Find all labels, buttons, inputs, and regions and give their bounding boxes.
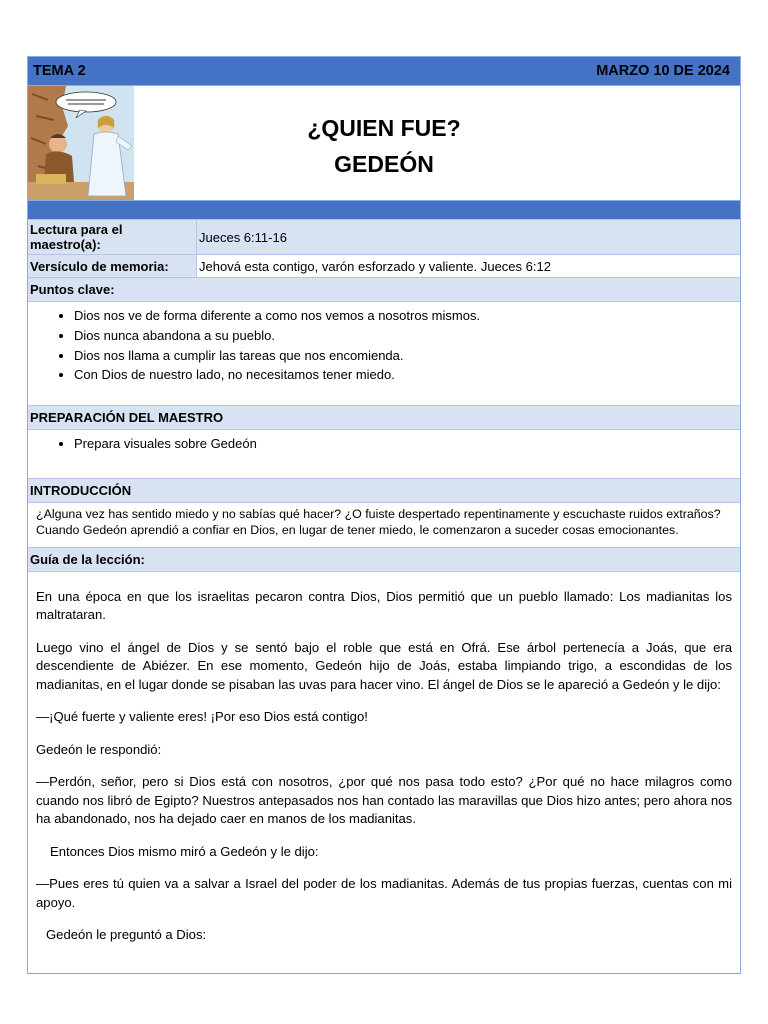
key-points-list — [28, 302, 740, 391]
lesson-body — [28, 572, 740, 945]
key-points-heading: Puntos clave: — [28, 277, 740, 302]
divider-strip — [28, 201, 740, 219]
preparation-heading: PREPARACIÓN DEL MAESTRO — [28, 405, 740, 430]
list-item: • Dios nunca abandona a su pueblo. — [74, 326, 740, 346]
list-item: • Con Dios de nuestro lado, no necesitamos tener miedo. — [74, 365, 740, 385]
introduction-heading: INTRODUCCIÓN — [28, 478, 740, 503]
memory-verse-row — [28, 254, 740, 277]
memory-verse-value: Jehová esta contigo, varón esforzado y valiente. Jueces 6:12 — [199, 258, 551, 274]
lesson-paragraph: En una época en que los israelitas pecaron contra Dios, Dios permitió que un pueblo llamado: Los madianitas los maltrataran. — [36, 588, 732, 623]
title-question: ¿QUIEN FUE? — [307, 115, 461, 141]
lesson-paragraph: —¡Qué fuerte y valiente eres! ¡Por eso Dios está contigo! — [36, 709, 368, 725]
lesson-paragraph: —Perdón, señor, pero si Dios está con nosotros, ¿por qué nos pasa todo esto? ¿Por qué no hace milagros como cuando nos libró de Egipto? Nuestros antepasados nos han contado las maravillas que Dios hizo antes; pero ahora nos ha abandonado, nos ha dejado caer en manos de los madianitas. — [36, 774, 732, 827]
title-section — [28, 86, 740, 201]
lesson-guide-heading: Guía de la lección: — [28, 547, 740, 572]
reading-label: Lectura para el maestro(a): — [28, 220, 197, 254]
lesson-paragraph: —Pues eres tú quien va a salvar a Israel del poder de los madianitas. Además de tus propias fuerzas, cuentas con mi apoyo. — [36, 876, 732, 910]
memory-verse-label: Versículo de memoria: — [28, 255, 197, 277]
header-bar — [28, 57, 740, 86]
lesson-title — [28, 110, 740, 182]
list-item: • Dios nos ve de forma diferente a como nos vemos a nosotros mismos. — [74, 306, 740, 326]
title-name: GEDEÓN — [334, 151, 434, 177]
lesson-paragraph: Gedeón le respondió: — [36, 741, 162, 757]
preparation-list — [28, 430, 740, 460]
lesson-paragraph: Entonces Dios mismo miró a Gedeón y le dijo: — [50, 843, 319, 859]
lesson-date: MARZO 10 DE 2024 — [596, 63, 730, 79]
lesson-paragraph: Gedeón le preguntó a Dios: — [46, 927, 207, 943]
reading-row — [28, 219, 740, 254]
introduction-text: ¿Alguna vez has sentido miedo y no sabías qué hacer? ¿O fuiste despertado repentinamente y escuchaste ruidos extraños? Cuando Gedeón aprendió a confiar en Dios, en lugar de tener miedo, le comenzaron a suceder cosas emocionantes. — [36, 506, 721, 538]
reading-value: Jueces 6:11-16 — [197, 220, 740, 254]
list-item: • Prepara visuales sobre Gedeón — [74, 434, 740, 454]
topic-number: TEMA 2 — [33, 63, 86, 79]
list-item: • Dios nos llama a cumplir las tareas que nos encomienda. — [74, 346, 740, 366]
lesson-paragraph: Luego vino el ángel de Dios y se sentó bajo el roble que está en Ofrá. Ese árbol pertenecía a Joás, que era descendiente de Abiézer. En ese momento, Gedeón hijo de Joás, estaba limpiando trigo, a escondidas de los madianitas, en el lugar donde se pisaban las uvas para hacer vino. El ángel de Dios se le apareció a Gedeón y le dijo: — [36, 639, 732, 692]
lesson-page — [27, 56, 741, 974]
